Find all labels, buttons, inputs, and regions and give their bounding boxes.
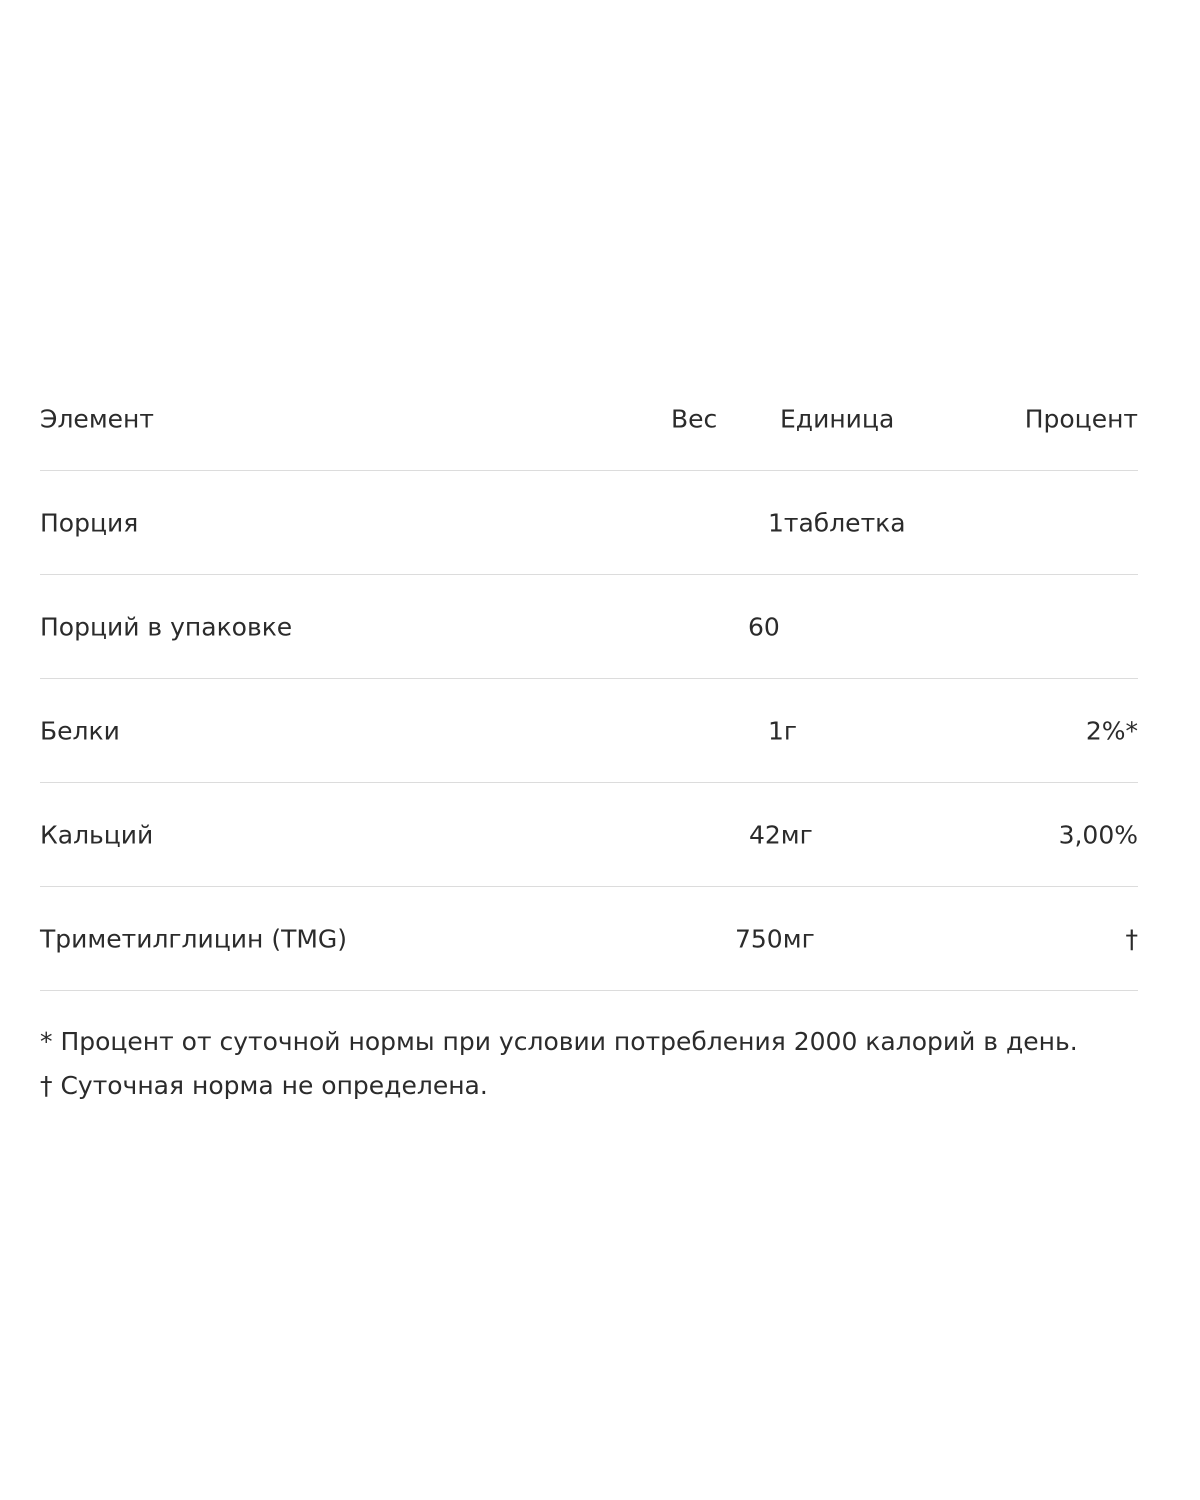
- table-header-row: [40, 367, 1138, 471]
- row-percent: 2%*: [1085, 716, 1138, 745]
- footnote-daily-value: * Процент от суточной нормы при условии потребления 2000 калорий в день.: [40, 1027, 1078, 1056]
- table-row: [40, 887, 1138, 991]
- footnotes: [40, 1020, 1078, 1108]
- row-percent: 3,00%: [1058, 820, 1138, 849]
- row-percent: †: [1125, 924, 1138, 953]
- row-value: 750мг: [735, 924, 815, 953]
- row-name: Белки: [40, 716, 120, 745]
- row-value: 42мг: [749, 820, 813, 849]
- row-name: Порций в упаковке: [40, 612, 293, 641]
- row-value: 1таблетка: [768, 508, 906, 537]
- nutrition-table: [40, 367, 1138, 991]
- table-row: [40, 575, 1138, 679]
- row-value: 1г: [768, 716, 798, 745]
- header-weight: Вес: [671, 404, 718, 433]
- row-name: Порция: [40, 508, 139, 537]
- row-name: Кальций: [40, 820, 154, 849]
- row-name: Триметилглицин (TMG): [40, 924, 348, 953]
- table-row: [40, 471, 1138, 575]
- table-row: [40, 783, 1138, 887]
- header-element: Элемент: [40, 404, 154, 433]
- footnote-not-established: † Суточная норма не определена.: [40, 1071, 488, 1100]
- header-percent: Процент: [1024, 404, 1138, 433]
- table-row: [40, 679, 1138, 783]
- row-value: 60: [748, 612, 780, 641]
- header-unit: Единица: [780, 404, 895, 433]
